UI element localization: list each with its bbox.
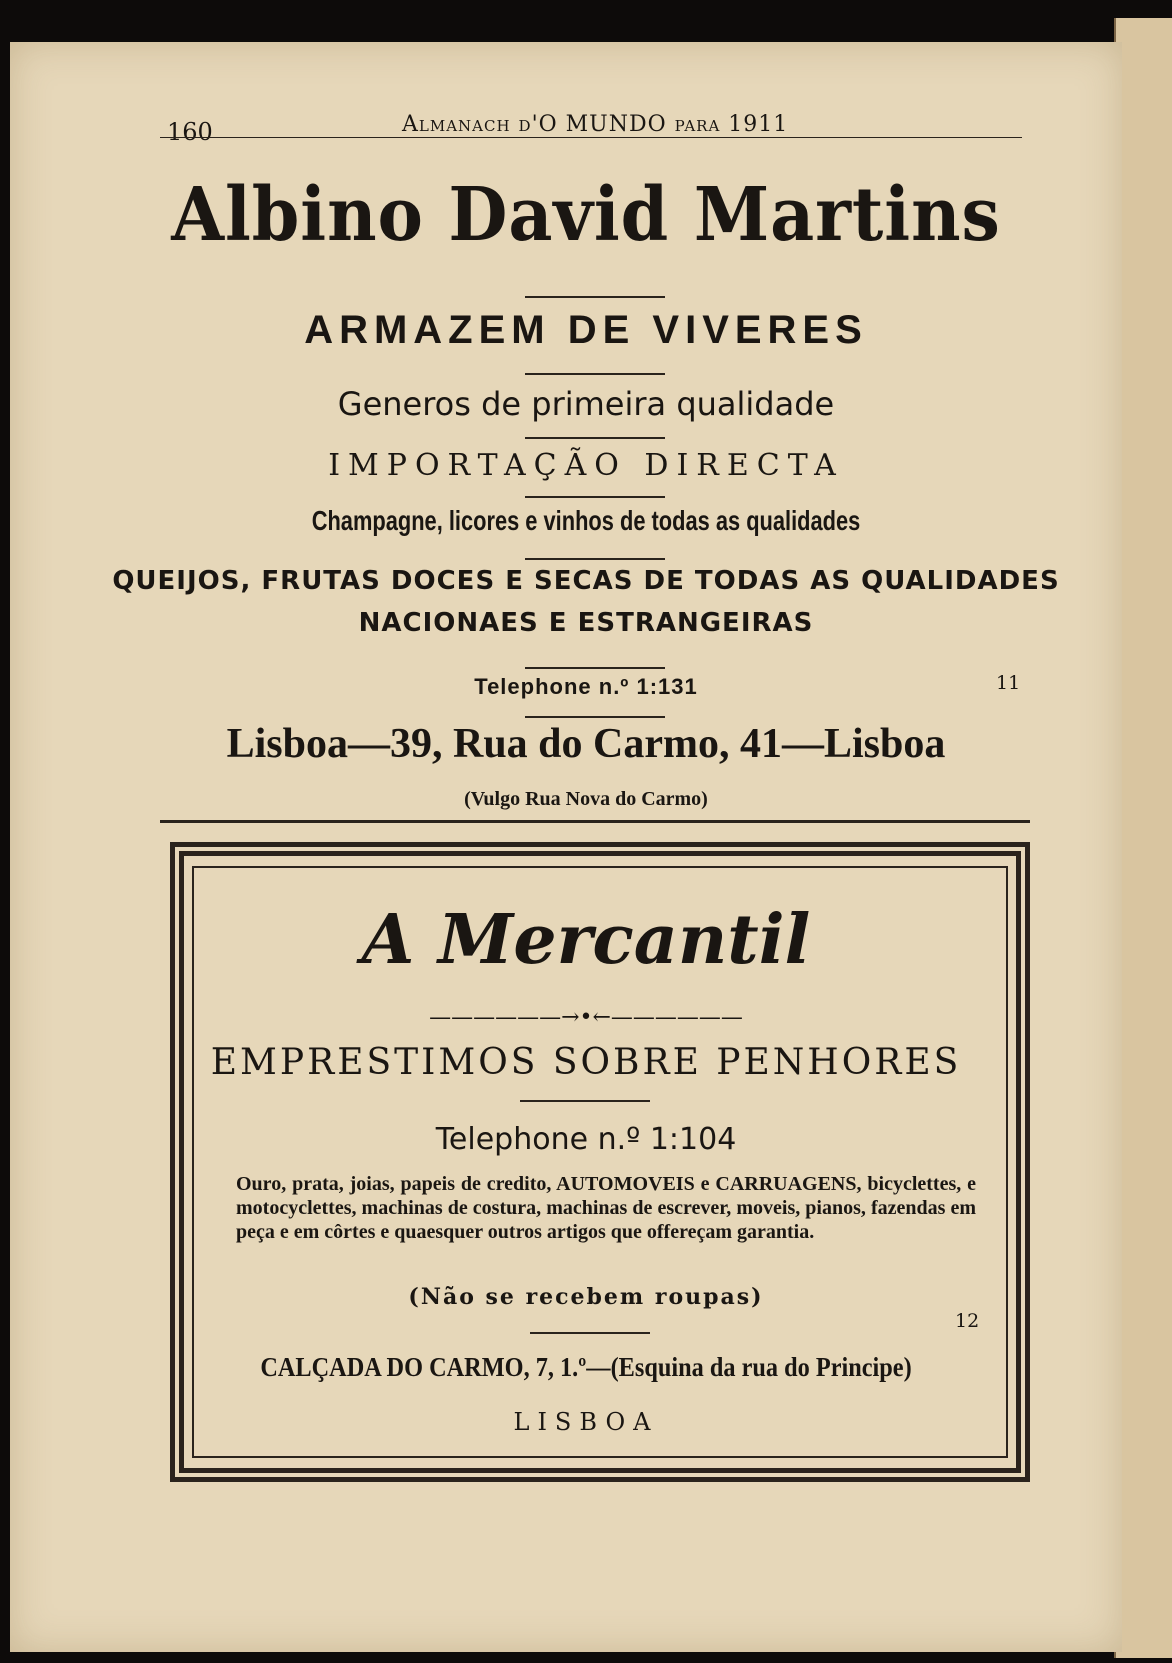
ad2-business-name: A Mercantil [361,900,811,980]
ad1-line-queijos: QUEIJOS, FRUTAS DOCES E SECAS DE TODAS AS QUALIDADES [112,566,1060,596]
ad2-address: CALÇADA DO CARMO, 7, 1.º—(Esquina da rua do Principe) [260,1352,912,1382]
ad2-number: 12 [955,1310,980,1332]
divider [530,1332,650,1334]
ad1-line-nacionaes: NACIONAES E ESTRANGEIRAS [358,608,814,638]
ad2-body-text: Ouro, prata, joias, papeis de credito, AUTOMOVEIS e CARRUAGENS, bicyclettes, e motocyclettes, machinas de costura, machinas de escrever, moveis, pianos, fazendas em peça e em côrtes e quaesquer outros artigos que offereçam garantia. [236,1173,976,1243]
ad-separator [160,820,1030,823]
ad2-subtitle: EMPRESTIMOS SOBRE PENHORES [210,1042,962,1083]
divider [525,716,665,718]
ad2-note: (Não se recebem roupas) [408,1284,764,1310]
ad1-address: Lisboa—39, Rua do Carmo, 41—Lisboa [226,721,946,767]
ad2-ornament: ——————→•←—————— [429,1005,743,1030]
ad1-line-importacao: IMPORTAÇÃO DIRECTA [328,448,844,483]
divider [525,437,665,439]
ad2-city: LISBOA [513,1408,659,1436]
header-rule [160,137,1022,138]
ad1-address-note: (Vulgo Rua Nova do Carmo) [464,788,708,810]
divider [525,373,665,375]
ad1-line-champagne: Champagne, licores e vinhos de todas as qualidades [311,505,861,536]
ad1-business-name: Albino David Martins [171,172,1001,258]
ad1-telephone: Telephone n.º 1:131 [474,674,698,699]
ad2-telephone: Telephone n.º 1:104 [435,1122,737,1157]
divider [525,558,665,560]
divider [525,296,665,298]
divider [525,496,665,498]
divider [520,1100,650,1102]
running-header-title: Almanach d'O MUNDO para 1911 [402,112,789,137]
page-number: 160 [167,118,213,146]
ad1-line-generos: Generos de primeira qualidade [337,385,835,423]
ad1-number: 11 [996,672,1021,694]
ad1-subtitle: ARMAZEM DE VIVERES [304,308,868,352]
divider [525,667,665,669]
